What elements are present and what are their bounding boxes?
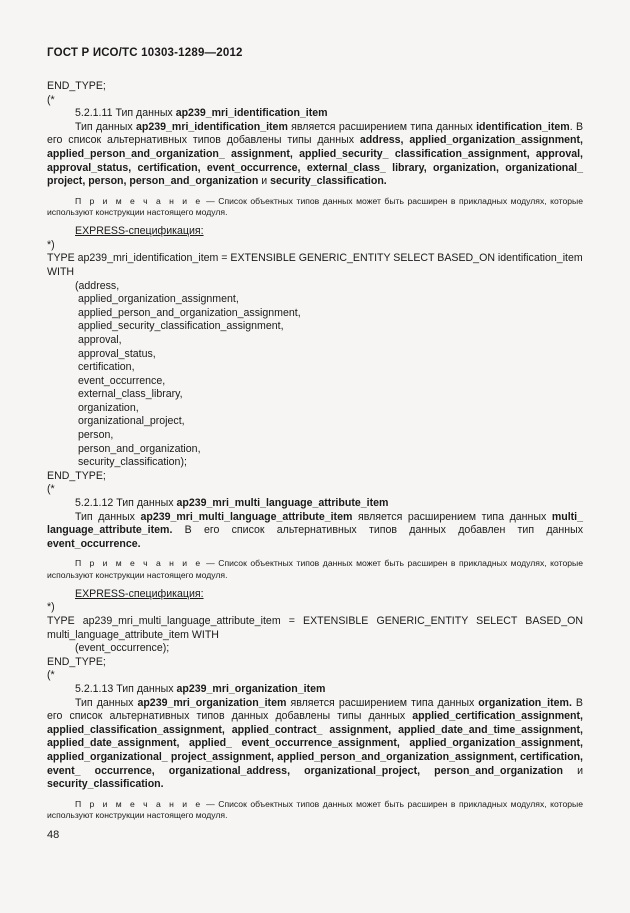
section-5-2-1-11-note: П р и м е ч а н и е — Список объектных типов данных может быть расширен в прикладных модулях, которые используют конструкции настоящего модуля. xyxy=(47,195,583,217)
list-item: certification, xyxy=(78,361,135,374)
select-item-list xyxy=(47,642,583,656)
list-item: approval_status, xyxy=(78,347,156,360)
document-header: ГОСТ Р ИСО/ТС 10303-1289—2012 xyxy=(47,47,243,59)
type-declaration: TYPE ap239_mri_identification_item = EXTENSIBLE GENERIC_ENTITY SELECT BASED_ON identification_item WITH xyxy=(47,252,583,278)
section-5-2-1-13-note: П р и м е ч а н и е — Список объектных типов данных может быть расширен в прикладных модулях, которые используют конструкции настоящего модуля. xyxy=(47,798,583,820)
list-item: approval, xyxy=(78,333,122,346)
list-item: (address, xyxy=(75,279,120,292)
document-body xyxy=(47,80,583,828)
section-5-2-1-11-paragraph: Тип данных ap239_mri_identification_item является расширением типа данных identification_item. В его список альтернативных типов добавлены типы данных address, applied_organization_assignment, applied_person_and_organization_ assignment, applied_security_ classification_assignment, approval, approval_status, certification, event_occurrence, external_class_ library, organization, organizational_ project, person, person_and_organization и security_classification. xyxy=(47,120,584,188)
list-item: organizational_project, xyxy=(78,415,185,428)
section-5-2-1-12-paragraph: Тип данных ap239_mri_multi_language_attribute_item является расширением типа данных multi_ language_attribute_item. В его список альтернативных типов данных добавлен тип данных event_occurrence. xyxy=(47,510,584,550)
section-5-2-1-12-heading: 5.2.1.12 Тип данных ap239_mri_multi_language_attribute_item xyxy=(75,497,389,510)
comment-open: (* xyxy=(47,669,55,682)
express-spec-label: EXPRESS-спецификация: xyxy=(75,225,204,238)
list-item: applied_person_and_organization_assignment, xyxy=(78,306,301,319)
comment-open: (* xyxy=(47,93,55,106)
list-item: external_class_library, xyxy=(78,388,183,401)
express-spec-label: EXPRESS-спецификация: xyxy=(75,587,204,600)
comment-close: *) xyxy=(47,238,55,251)
list-item: applied_security_classification_assignment, xyxy=(78,320,284,333)
section-5-2-1-12-note: П р и м е ч а н и е — Список объектных типов данных может быть расширен в прикладных модулях, которые используют конструкции настоящего модуля. xyxy=(47,558,583,580)
comment-open: (* xyxy=(47,483,55,496)
end-type-line: END_TYPE; xyxy=(47,80,106,92)
section-5-2-1-13-heading: 5.2.1.13 Тип данных ap239_mri_organization_item xyxy=(75,682,326,695)
list-item: person, xyxy=(78,429,114,442)
list-item: applied_organization_assignment, xyxy=(78,293,239,306)
section-5-2-1-11-heading: 5.2.1.11 Тип данных ap239_mri_identification_item xyxy=(75,107,328,120)
list-item: organization, xyxy=(78,401,139,414)
page-number: 48 xyxy=(47,829,60,841)
list-item: person_and_organization, xyxy=(78,442,201,455)
type-declaration: TYPE ap239_mri_multi_language_attribute_item = EXTENSIBLE GENERIC_ENTITY SELECT BASED_ON multi_language_attribute_item WITH xyxy=(47,615,583,641)
list-item: (event_occurrence); xyxy=(75,642,170,655)
list-item: security_classification); xyxy=(78,456,187,469)
section-5-2-1-13-paragraph: Тип данных ap239_mri_organization_item является расширением типа данных organization_item. В его список альтернативных типов данных добавлены типы данных applied_certification_assignment, applied_classification_assignment, applied_contract_ assignment, applied_date_and_time_assignment, applied_date_assignment, applied_ event_occurrence_assignment, applied_organization_assignment, applied_organizational_ project_assignment, applied_person_and_organization_assignment, certification, event_ occurrence, organizational_address, organizational_project, person_and_organization и security_classification. xyxy=(47,696,584,791)
end-type-line: END_TYPE; xyxy=(47,469,106,482)
select-item-list xyxy=(47,280,583,470)
end-type-line: END_TYPE; xyxy=(47,655,106,668)
list-item: event_occurrence, xyxy=(78,374,166,387)
comment-close: *) xyxy=(47,601,55,614)
